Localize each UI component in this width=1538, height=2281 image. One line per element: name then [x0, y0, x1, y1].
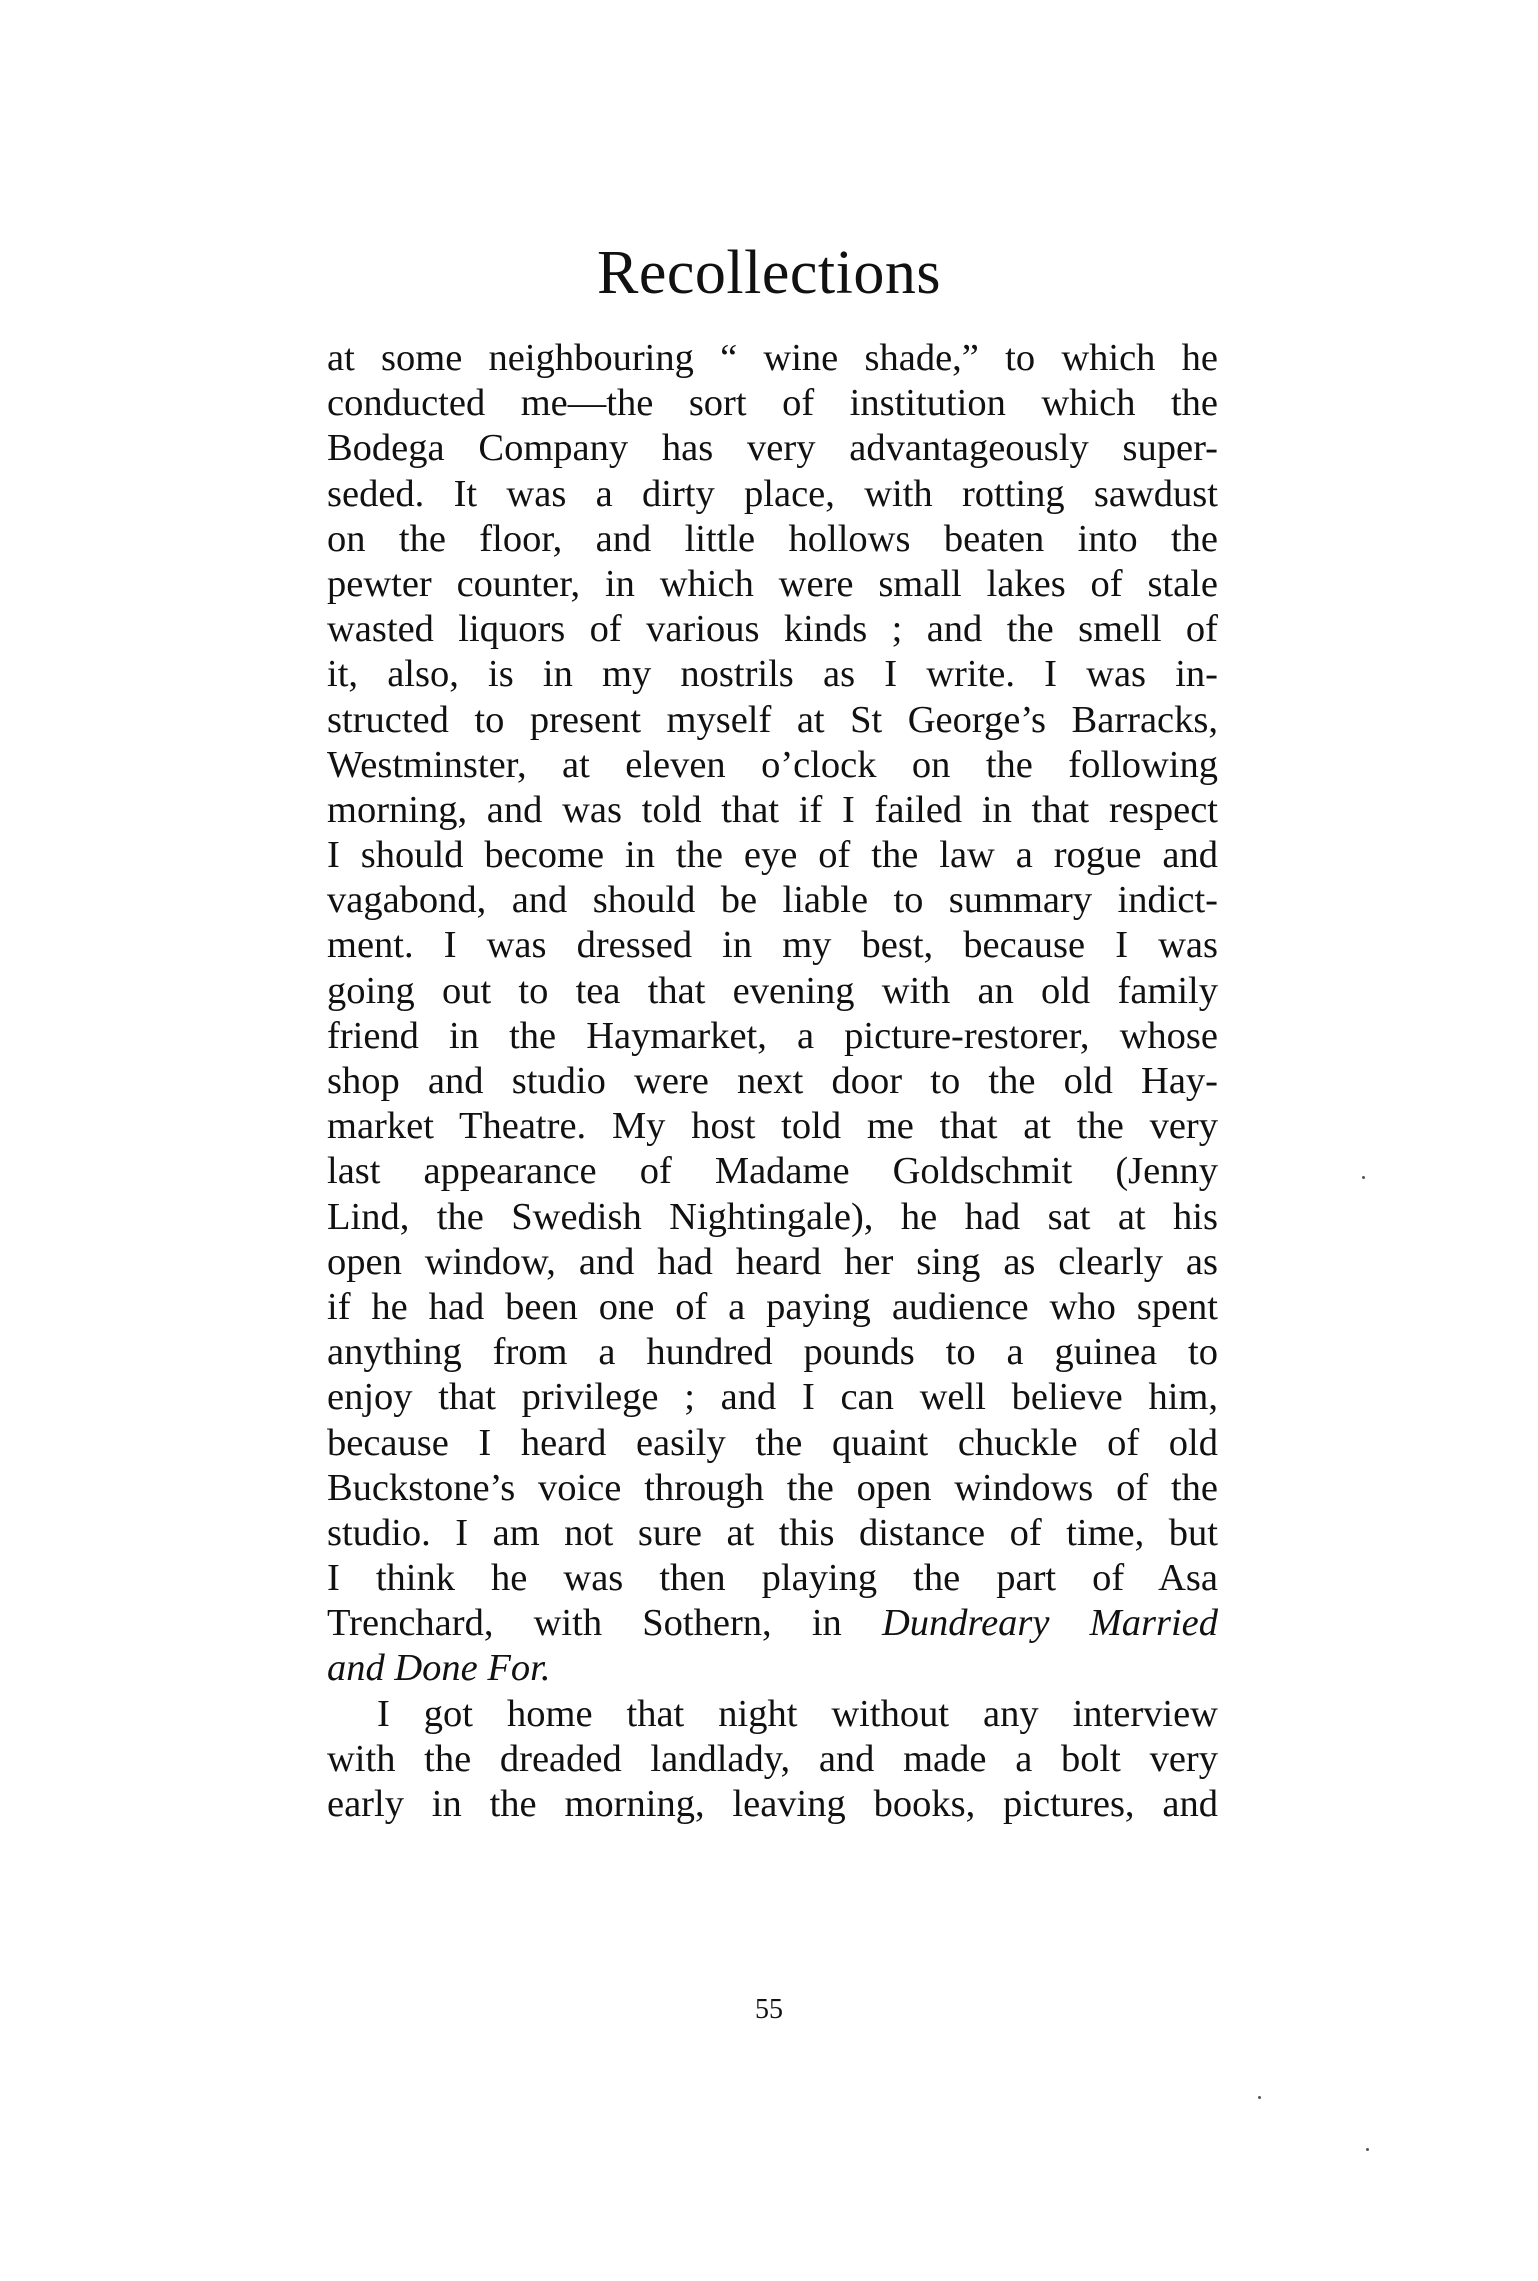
text-line: enjoy that privilege ; and I can well believe him, — [327, 1376, 1218, 1419]
text-line: it, also, is in my nostrils as I write. I was in- — [327, 653, 1218, 696]
text-line: ment. I was dressed in my best, because I was — [327, 924, 1218, 967]
paper-speck — [1366, 2148, 1369, 2151]
trenchard-text: Trenchard, with Sothern, in — [327, 1602, 882, 1645]
text-line: pewter counter, in which were small lakes of stale — [327, 562, 1218, 605]
text-line-done-for — [327, 1646, 1218, 1691]
body-text — [327, 336, 1218, 1827]
text-line: seded. It was a dirty place, with rotting sawdust — [327, 472, 1218, 515]
running-head: Recollections — [597, 239, 941, 307]
text-line: I should become in the eye of the law a rogue and — [327, 834, 1218, 877]
text-line: on the floor, and little hollows beaten into the — [327, 517, 1218, 560]
text-line: because I heard easily the quaint chuckle of old — [327, 1421, 1218, 1464]
play-title-part1: Dundreary Married — [881, 1602, 1218, 1645]
text-line: friend in the Haymarket, a picture-restorer, whose — [327, 1014, 1218, 1057]
text-line: wasted liquors of various kinds ; and the smell of — [327, 608, 1218, 651]
text-line: studio. I am not sure at this distance of time, but — [327, 1511, 1218, 1554]
text-line: with the dreaded landlady, and made a bolt very — [327, 1737, 1218, 1780]
text-line: open window, and had heard her sing as clearly as — [327, 1240, 1218, 1283]
text-line: Buckstone’s voice through the open windows of the — [327, 1466, 1218, 1509]
text-line: early in the morning, leaving books, pictures, and — [327, 1783, 1218, 1825]
text-line: vagabond, and should be liable to summary indict- — [327, 879, 1218, 922]
text-line: at some neighbouring “ wine shade,” to which he — [327, 337, 1218, 379]
text-line: I think he was then playing the part of Asa — [327, 1557, 1218, 1600]
text-line: morning, and was told that if I failed in that respect — [327, 788, 1218, 831]
text-line: going out to tea that evening with an old family — [327, 969, 1218, 1012]
text-line: market Theatre. My host told me that at the very — [327, 1105, 1218, 1148]
paper-speck — [1258, 2096, 1261, 2099]
paragraph-2-first-line: I got home that night without any interview — [377, 1692, 1218, 1735]
play-title-part2: and Done For. — [327, 1647, 551, 1690]
text-line: anything from a hundred pounds to a guinea to — [327, 1331, 1218, 1374]
text-line: structed to present myself at St George’s Barracks, — [327, 698, 1218, 741]
text-line: Bodega Company has very advantageously super- — [327, 427, 1218, 470]
text-line-trenchard — [327, 1601, 1218, 1646]
text-line: Westminster, at eleven o’clock on the following — [327, 743, 1218, 786]
text-line: if he had been one of a paying audience who spent — [327, 1285, 1218, 1328]
paper-speck — [1362, 1176, 1365, 1179]
text-line: conducted me—the sort of institution which the — [327, 382, 1218, 425]
page-number: 55 — [755, 1994, 783, 2025]
text-line: last appearance of Madame Goldschmit (Jenny — [327, 1150, 1218, 1193]
text-line: Lind, the Swedish Nightingale), he had sat at his — [327, 1195, 1218, 1238]
text-line: shop and studio were next door to the old Hay- — [327, 1060, 1218, 1102]
